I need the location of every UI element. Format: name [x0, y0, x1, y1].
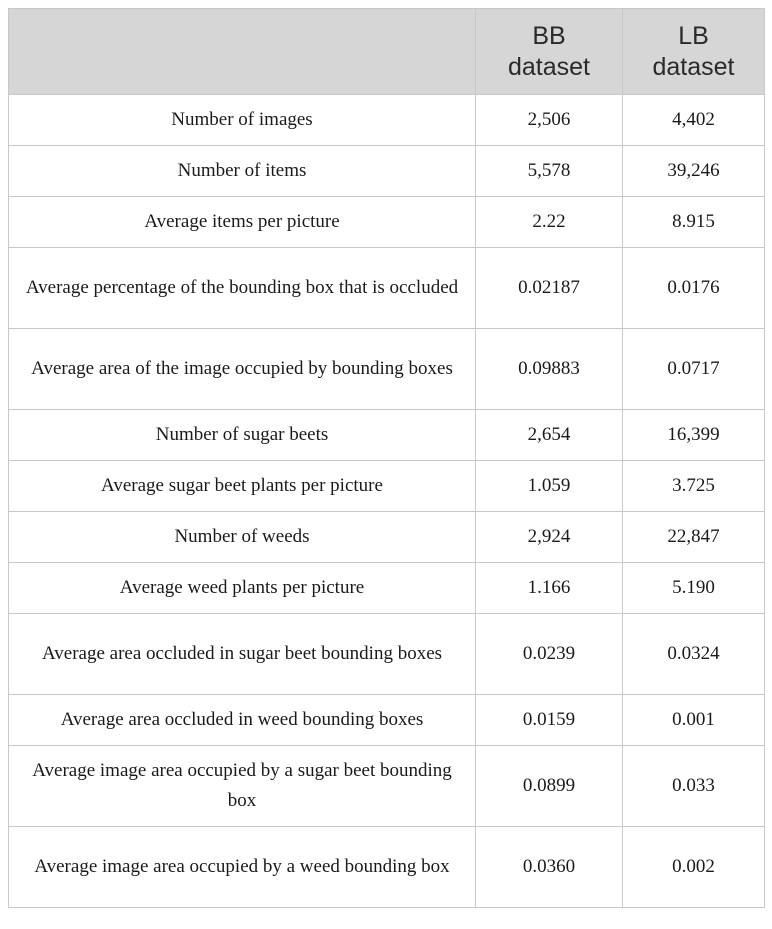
row-label-cell: Average area occluded in weed bounding boxes — [9, 695, 476, 746]
lb-value-cell: 4,402 — [623, 95, 765, 146]
bb-value-cell: 2,924 — [476, 512, 623, 563]
table-row — [9, 461, 765, 512]
table-row — [9, 146, 765, 197]
row-label-cell: Average image area occupied by a sugar beet bounding box — [9, 746, 476, 827]
lb-value-cell: 0.033 — [623, 746, 765, 827]
lb-value-cell: 3.725 — [623, 461, 765, 512]
bb-value-cell: 0.0159 — [476, 695, 623, 746]
row-label-cell: Average area occluded in sugar beet bounding boxes — [9, 614, 476, 695]
table-row — [9, 827, 765, 908]
header-lb-line-2: dataset — [652, 52, 735, 81]
lb-value-cell: 39,246 — [623, 146, 765, 197]
bb-value-cell: 0.0899 — [476, 746, 623, 827]
header-bb-line-1: BB — [532, 21, 566, 50]
table-row — [9, 329, 765, 410]
table-body — [9, 95, 765, 908]
table-row — [9, 746, 765, 827]
dataset-comparison-table — [8, 8, 765, 908]
row-label-cell: Average sugar beet plants per picture — [9, 461, 476, 512]
bb-value-cell: 0.0239 — [476, 614, 623, 695]
row-label-cell: Number of items — [9, 146, 476, 197]
bb-value-cell: 0.0360 — [476, 827, 623, 908]
bb-value-cell: 5,578 — [476, 146, 623, 197]
row-label-cell: Average image area occupied by a weed bounding box — [9, 827, 476, 908]
row-label-cell: Number of weeds — [9, 512, 476, 563]
lb-value-cell: 0.0324 — [623, 614, 765, 695]
lb-value-cell: 8.915 — [623, 197, 765, 248]
lb-value-cell: 0.002 — [623, 827, 765, 908]
lb-value-cell: 22,847 — [623, 512, 765, 563]
row-label-cell: Number of sugar beets — [9, 410, 476, 461]
lb-value-cell: 0.001 — [623, 695, 765, 746]
table-row — [9, 248, 765, 329]
row-label-cell: Average items per picture — [9, 197, 476, 248]
table-row — [9, 512, 765, 563]
dataset-comparison-table-wrapper — [8, 8, 764, 908]
table-row — [9, 695, 765, 746]
header-lb-dataset — [623, 9, 765, 95]
bb-value-cell: 2,654 — [476, 410, 623, 461]
bb-value-cell: 0.09883 — [476, 329, 623, 410]
table-row — [9, 95, 765, 146]
header-label — [9, 9, 476, 95]
header-bb-dataset — [476, 9, 623, 95]
header-lb-line-1: LB — [678, 21, 709, 50]
row-label-cell: Number of images — [9, 95, 476, 146]
lb-value-cell: 16,399 — [623, 410, 765, 461]
table-row — [9, 563, 765, 614]
lb-value-cell: 5.190 — [623, 563, 765, 614]
row-label-cell: Average area of the image occupied by bounding boxes — [9, 329, 476, 410]
bb-value-cell: 2,506 — [476, 95, 623, 146]
row-label-cell: Average percentage of the bounding box that is occluded — [9, 248, 476, 329]
table-row — [9, 614, 765, 695]
lb-value-cell: 0.0176 — [623, 248, 765, 329]
table-row — [9, 410, 765, 461]
table-header-row — [9, 9, 765, 95]
bb-value-cell: 1.059 — [476, 461, 623, 512]
bb-value-cell: 0.02187 — [476, 248, 623, 329]
row-label-cell: Average weed plants per picture — [9, 563, 476, 614]
header-bb-line-2: dataset — [507, 52, 590, 81]
bb-value-cell: 1.166 — [476, 563, 623, 614]
table-row — [9, 197, 765, 248]
bb-value-cell: 2.22 — [476, 197, 623, 248]
lb-value-cell: 0.0717 — [623, 329, 765, 410]
